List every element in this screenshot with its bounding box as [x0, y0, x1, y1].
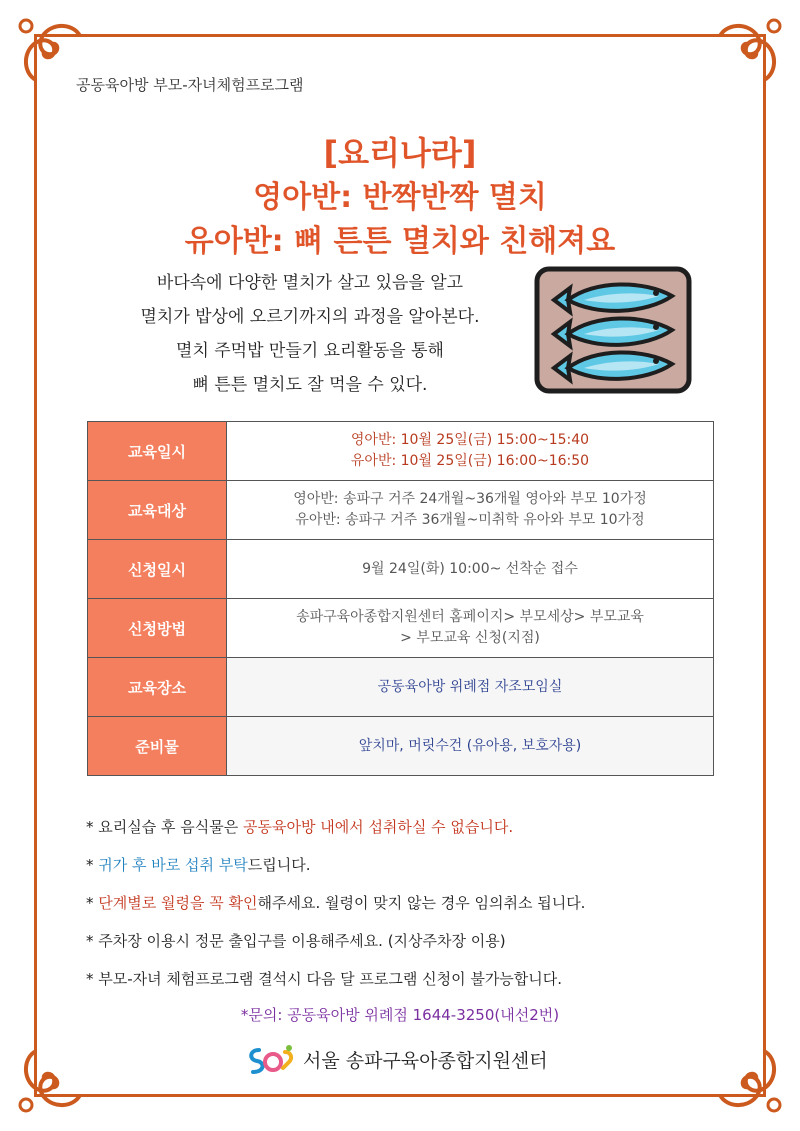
row-label: 신청방법: [88, 599, 227, 658]
row-label: 교육장소: [88, 658, 227, 717]
row-label: 신청일시: [88, 540, 227, 599]
info-table: [87, 421, 714, 776]
note-text: 드립니다.: [247, 856, 311, 874]
corner-ornament-icon: [14, 14, 84, 84]
intro-text: [100, 266, 520, 402]
row-label: 교육일시: [88, 422, 227, 481]
value-line: 공동육아방 위례점 자조모임실: [377, 678, 563, 695]
row-value: [227, 422, 714, 481]
row-value: [227, 717, 714, 776]
title-category: [요리나라]: [323, 134, 477, 172]
table-row: [88, 540, 714, 599]
note-text: * 요리실습 후 음식물은: [86, 818, 243, 836]
contact-info: *문의: 공동육아방 위례점 1644-3250(내선2번): [240, 1006, 560, 1024]
footer: [245, 1042, 548, 1076]
title-infant-class: 영아반: 반짝반짝 멸치: [253, 180, 547, 215]
note-item: [86, 922, 726, 960]
intro-line: 바다속에 다양한 멸치가 살고 있음을 알고: [156, 273, 464, 293]
note-item: [86, 846, 726, 884]
row-value: [227, 481, 714, 540]
note-item: [86, 808, 726, 846]
notes-list: [86, 808, 726, 998]
row-label: 교육대상: [88, 481, 227, 540]
table-row: [88, 481, 714, 540]
note-text: *: [86, 894, 99, 912]
table-row: [88, 717, 714, 776]
note-text: * 부모-자녀 체험프로그램 결석시 다음 달 프로그램 신청이 불가능합니다.: [86, 970, 563, 988]
row-label: 준비물: [88, 717, 227, 776]
note-text: *: [86, 856, 99, 874]
note-item: [86, 884, 726, 922]
note-highlight: 귀가 후 바로 섭취 부탁: [98, 856, 248, 874]
table-row: [88, 658, 714, 717]
row-value: [227, 540, 714, 599]
table-row: [88, 599, 714, 658]
corner-ornament-icon: [716, 1047, 786, 1117]
value-line: 앞치마, 머릿수건 (유아용, 보호자용): [358, 737, 582, 754]
org-name: 서울 송파구육아종합지원센터: [303, 1049, 548, 1072]
value-line: 송파구육아종합지원센터 홈페이지> 부모세상> 부모교육: [296, 609, 644, 625]
note-text: 해주세요. 월령이 맞지 않는 경우 임의취소 됩니다.: [257, 894, 586, 912]
value-line: > 부모교육 신청(지점): [400, 630, 540, 646]
intro-line: 멸치가 밥상에 오르기까지의 과정을 알아본다.: [140, 307, 480, 327]
program-subtitle: 공동육아방 부모-자녀체험프로그램: [76, 76, 304, 94]
corner-ornament-icon: [14, 1047, 84, 1117]
value-line: 유아반: 송파구 거주 36개월~미취학 유아와 부모 10가정: [295, 512, 645, 528]
fish-icon: [534, 266, 692, 394]
row-value: [227, 658, 714, 717]
intro-line: 멸치 주먹밥 만들기 요리활동을 통해: [176, 341, 444, 361]
table-row: [88, 422, 714, 481]
value-line: 9월 24일(화) 10:00~ 선착순 접수: [362, 560, 578, 577]
intro-line: 뼈 튼튼 멸치도 잘 먹을 수 있다.: [192, 375, 428, 395]
value-line: 영아반: 송파구 거주 24개월~36개월 영아와 부모 10가정: [293, 491, 647, 507]
note-highlight: 공동육아방 내에서 섭취하실 수 없습니다.: [242, 818, 514, 836]
corner-ornament-icon: [716, 14, 786, 84]
org-logo-icon: [245, 1042, 295, 1076]
note-text: * 주차장 이용시 정문 출입구를 이용해주세요. (지상주차장 이용): [86, 932, 506, 950]
value-line: 영아반: 10월 25일(금) 15:00~15:40: [350, 432, 590, 448]
title-toddler-class: 유아반: 뼈 튼튼 멸치와 친해져요: [184, 224, 616, 259]
row-value: [227, 599, 714, 658]
note-highlight: 단계별로 월령을 꼭 확인: [98, 894, 258, 912]
value-line: 유아반: 10월 25일(금) 16:00~16:50: [350, 453, 590, 469]
note-item: [86, 960, 726, 998]
